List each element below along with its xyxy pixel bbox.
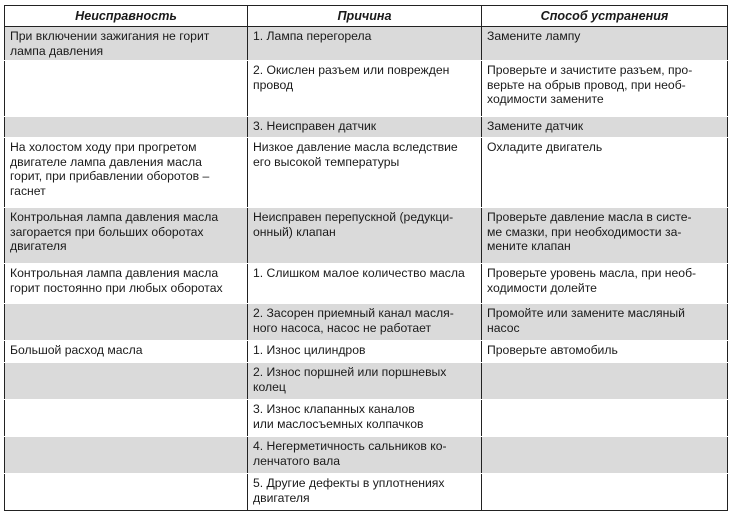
table-row (5, 474, 728, 511)
fix-cell (482, 437, 728, 474)
table-row (5, 61, 728, 117)
table-row (5, 138, 728, 208)
fault-cell: Контрольная лампа давления масла загорается при больших оборотах двигателя (5, 208, 248, 264)
fix-cell: Замените датчик (482, 117, 728, 138)
table-row (5, 264, 728, 304)
fix-cell: Проверьте и зачистите разъем, про- верьте на обрыв провод, при необ- ходимости замените (482, 61, 728, 117)
fix-cell: Охладите двигатель (482, 138, 728, 208)
fault-cell (5, 474, 248, 511)
fault-cell (5, 363, 248, 400)
table-header-row (5, 6, 728, 27)
fix-cell: Замените лампу (482, 27, 728, 61)
table-row (5, 437, 728, 474)
table-row (5, 400, 728, 437)
table-row (5, 363, 728, 400)
cause-cell: Низкое давление масла вследствие его высокой температуры (248, 138, 482, 208)
cause-cell: 3. Износ клапанных каналов или маслосъемных колпачков (248, 400, 482, 437)
header-fault: Неисправность (5, 6, 248, 27)
fault-cell (5, 61, 248, 117)
fault-cell: Контрольная лампа давления масла горит постоянно при любых оборотах (5, 264, 248, 304)
table-row (5, 27, 728, 61)
cause-cell: 1. Лампа перегорела (248, 27, 482, 61)
table-row (5, 304, 728, 341)
cause-cell: 1. Износ цилиндров (248, 341, 482, 363)
fault-cell: При включении зажигания не горит лампа давления (5, 27, 248, 61)
cause-cell: 4. Негерметичность сальников ко- ленчатого вала (248, 437, 482, 474)
fix-cell: Проверьте давление масла в систе- ме смазки, при необходимости за- мените клапан (482, 208, 728, 264)
fix-cell (482, 363, 728, 400)
cause-cell: 2. Окислен разъем или поврежден провод (248, 61, 482, 117)
fault-cell (5, 304, 248, 341)
fault-cell (5, 117, 248, 138)
header-cause: Причина (248, 6, 482, 27)
header-fix: Способ устранения (482, 6, 728, 27)
table-row (5, 341, 728, 363)
fault-cell: Большой расход масла (5, 341, 248, 363)
cause-cell: 2. Засорен приемный канал масля- ного насоса, насос не работает (248, 304, 482, 341)
cause-cell: Неисправен перепускной (редукци- онный) клапан (248, 208, 482, 264)
fix-cell (482, 474, 728, 511)
fault-cell (5, 400, 248, 437)
table-row (5, 117, 728, 138)
cause-cell: 3. Неисправен датчик (248, 117, 482, 138)
fault-cell: На холостом ходу при прогретом двигателе лампа давления масла горит, при прибавлении оборотов – гаснет (5, 138, 248, 208)
fix-cell: Промойте или замените масляный насос (482, 304, 728, 341)
table-row (5, 208, 728, 264)
fix-cell: Проверьте уровень масла, при необ- ходимости долейте (482, 264, 728, 304)
cause-cell: 5. Другие дефекты в уплотнениях двигателя (248, 474, 482, 511)
fix-cell (482, 400, 728, 437)
troubleshooting-table (4, 5, 728, 511)
fault-cell (5, 437, 248, 474)
cause-cell: 2. Износ поршней или поршневых колец (248, 363, 482, 400)
cause-cell: 1. Слишком малое количество масла (248, 264, 482, 304)
fix-cell: Проверьте автомобиль (482, 341, 728, 363)
